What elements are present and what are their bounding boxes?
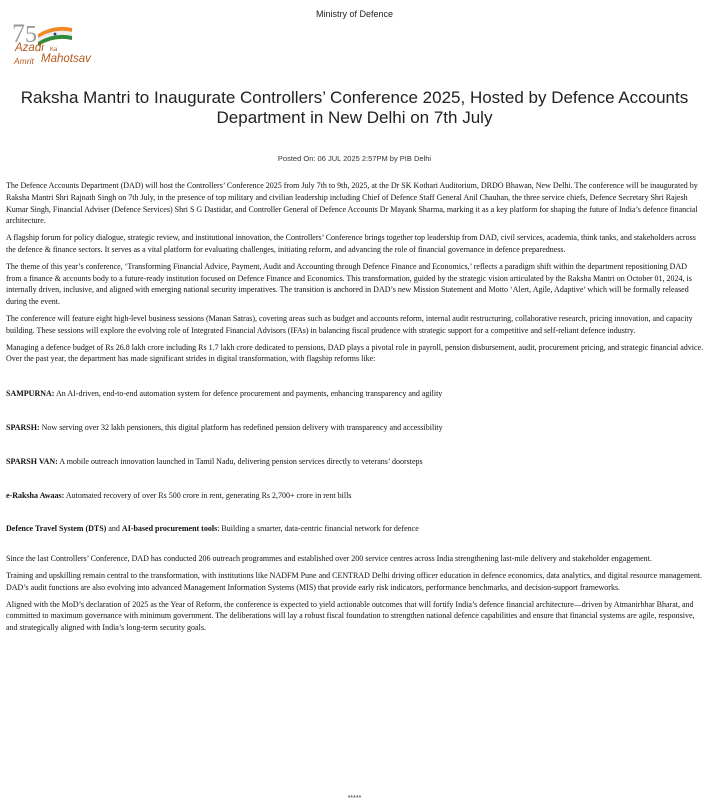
end-marker: ***** (347, 795, 362, 802)
reform-description: : Building a smarter, data-centric financial network for defence (217, 524, 419, 534)
reform-item-dts (6, 523, 704, 535)
svg-text:5: 5 (25, 22, 37, 48)
svg-text:7: 7 (12, 19, 25, 48)
paragraph-training: Training and upskilling remain central to the transformation, with institutions like NADFM Pune and CENTRAD Delhi driving officer education in defence economics, data analytics, and digital resource management. DAD’s audit functions are also evolving into advanced Management Information Systems (MIS) that provide early risk indicators, performance benchmarks, and decision-support frameworks. (6, 570, 703, 592)
reform-joiner: and (106, 524, 122, 534)
paragraph-budget: Managing a defence budget of Rs 26.8 lakh crore including Rs 1.7 lakh crore dedicated to pensions, DAD plays a pivotal role in payroll, pension disbursement, audit, procurement pricing, and strategic financial advice. Over the past year, the department has made significant strides in digital transformation, with flagship reforms like: (6, 342, 704, 364)
paragraph-sessions: The conference will feature eight high-level business sessions (Manan Satras), covering areas such as budget and accounts reform, internal audit restructuring, collaborative research, pricing innovation, and capacity building. These sessions will explore the evolving role of Integrated Financial Advisors (IFAs) in balancing fiscal prudence with strategic support for a competitive and self-reliant defence industry. (6, 313, 693, 335)
paragraph-outreach: Since the last Controllers’ Conference, DAD has conducted 206 outreach programmes and established over 200 service centres across India strengthening last-mile delivery and stakeholder engagement. (6, 554, 652, 564)
reform-description: An AI-driven, end-to-end automation system for defence procurement and payments, enhancing transparency and agility (54, 389, 443, 399)
reform-name: SPARSH: (6, 422, 40, 432)
reform-item-e-raksha-awaas (6, 490, 704, 502)
reform-description: Automated recovery of over Rs 500 crore in rent, generating Rs 2,700+ crore in rent bills (64, 490, 352, 500)
ministry-name: Ministry of Defence (315, 9, 394, 19)
reform-item-sparsh-van (6, 456, 704, 468)
reform-description: Now serving over 32 lakh pensioners, this digital platform has redefined pension delivery with transparency and accessibility (39, 422, 443, 432)
reform-item-sampurna (6, 388, 704, 400)
paragraph-year-of-reform: Aligned with the MoD’s declaration of 2025 as the Year of Reform, the conference is expected to yield actionable outcomes that will fortify India’s defence financial architecture—driven by Atmanirbhar Bharat, and committed to maximum governance with minimum government. The deliberations will lay a robust fiscal foundation to strengthen national defence capabilities and ensure that financial systems are agile, responsive, and strategically aligned with India’s long-term security goals. (6, 599, 695, 633)
logo-text-azadi: Azadi (15, 42, 44, 54)
paragraph-theme: The theme of this year’s conference, ‘Transforming Financial Advice, Payment, Audit and Accounting through Defence Finance and Economics,’ reflects a paradigm shift within the department repositioning DAD from a finance & accounts body to a future-ready institution focused on Defence Finance and Economics. This transformation, guided by the strategic vision articulated by the Raksha Mantri on October 01, 2024, is internally driven, inclusive, and aligned with emerging national security imperatives. The transition is anchored in DAD’s new Mission Statement and Motto ‘Alert, Agile, Adaptive’ which will be formally released during the event. (6, 261, 692, 307)
reform-name: e-Raksha Awaas: (6, 490, 65, 500)
azadi-ka-amrit-mahotsav-logo (10, 18, 94, 78)
reform-name: SPARSH VAN: (6, 456, 58, 466)
reform-name: SAMPURNA: (6, 389, 55, 399)
logo-text-ka: Ka (50, 47, 58, 53)
paragraph-forum: A flagship forum for policy dialogue, strategic review, and institutional innovation, the Controllers’ Conference brings together top leadership from DAD, civil services, academia, think tanks, and stakeholders across the defence & finance sectors. It serves as a vital platform for evaluating challenges, initiating reform, and advancing the role of financial governance in defence preparedness. (6, 233, 696, 254)
posted-on-line: Posted On: 06 JUL 2025 2:57PM by PIB Delhi (277, 154, 432, 163)
reform-name: AI-based procurement tools (121, 524, 218, 534)
reform-description: A mobile outreach innovation launched in Tamil Nadu, delivering pension services directly to veterans’ doorsteps (57, 456, 423, 466)
reform-name: Defence Travel System (DTS) (6, 524, 107, 534)
logo-text-mahotsav: Mahotsav (41, 53, 91, 65)
reform-item-sparsh (6, 422, 704, 434)
press-release-title: Raksha Mantri to Inaugurate Controllers’ Conference 2025, Hosted by Defence Accounts Department in New Delhi on 7th July (20, 88, 689, 127)
paragraph-intro: The Defence Accounts Department (DAD) will host the Controllers’ Conference 2025 from July 7th to 9th, 2025, at the Dr SK Kothari Auditorium, DRDO Bhawan, New Delhi. The conference will be inaugurated by Raksha Mantri Shri Rajnath Singh on 7th July, in the presence of top military and civilian leadership including Chief of Defence Staff General Anil Chauhan, the three service chiefs, Defence Secretary Shri Rajesh Kumar Singh, Financial Adviser (Defence Services) Shri S G Dastidar, and Controller General of Defence Accounts Dr Mayank Sharma, marking it as a key platform for shaping the future of India’s defence financial architecture. (6, 181, 698, 226)
logo-text-amrit: Amrit (14, 56, 34, 66)
press-release-body (6, 180, 704, 639)
